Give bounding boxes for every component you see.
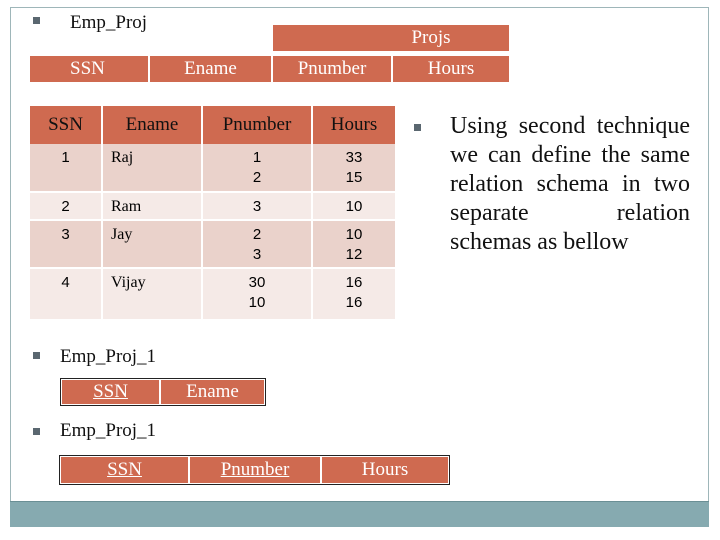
- cell-value: 2: [252, 169, 262, 186]
- cell-ssn: 3: [30, 220, 102, 268]
- emp-proj-field-hours: Hours: [393, 56, 509, 82]
- cell-ename: Ram: [102, 192, 202, 220]
- table-row: [30, 220, 396, 268]
- side-note-text: Using second technique we can define the same relation schema in two separate relation schemas as bellow: [450, 113, 690, 255]
- bullet-icon: [414, 124, 421, 131]
- cell-hours: [312, 144, 396, 192]
- column-header-pnumber: Pnumber: [202, 106, 312, 144]
- cell-ename: Jay: [102, 220, 202, 268]
- cell-pnumber: [202, 268, 312, 320]
- cell-value: 2: [252, 226, 262, 243]
- cell-value: 33: [345, 149, 363, 166]
- cell-value: 3: [252, 198, 262, 215]
- cell-value: 16: [345, 294, 363, 311]
- cell-value: 10: [248, 294, 266, 311]
- cell-value: 3: [252, 246, 262, 263]
- table-header-row: [30, 106, 396, 144]
- relation-2-field-hours: Hours: [322, 457, 448, 483]
- projs-group-header: Projs: [273, 25, 509, 51]
- cell-value: 10: [345, 226, 363, 243]
- cell-value: 10: [345, 198, 363, 215]
- table-row: [30, 192, 396, 220]
- bullet-icon: [33, 428, 40, 435]
- relation-1-field-ename: Ename: [161, 380, 264, 404]
- cell-ssn: 2: [30, 192, 102, 220]
- column-header-ename: Ename: [102, 106, 202, 144]
- emp-proj-field-pnumber: Pnumber: [273, 56, 391, 82]
- table-row: [30, 268, 396, 320]
- relation-title-emp-proj-1: Emp_Proj_1: [60, 346, 157, 367]
- cell-pnumber: [202, 144, 312, 192]
- cell-pnumber: [202, 220, 312, 268]
- cell-ssn: 1: [30, 144, 102, 192]
- relation-title-emp-proj: Emp_Proj: [70, 12, 148, 33]
- cell-pnumber: [202, 192, 312, 220]
- cell-value: 30: [248, 274, 266, 291]
- relation-2-field-pnumber: Pnumber: [190, 457, 320, 483]
- bullet-icon: [33, 17, 40, 24]
- emp-proj-field-ename: Ename: [150, 56, 271, 82]
- cell-hours: [312, 192, 396, 220]
- relation-title-emp-proj-2: Emp_Proj_1: [60, 420, 157, 441]
- table-row: [30, 144, 396, 192]
- cell-ename: Raj: [102, 144, 202, 192]
- cell-value: 16: [345, 274, 363, 291]
- relation-2-field-ssn: SSN: [61, 457, 188, 483]
- bullet-icon: [33, 352, 40, 359]
- cell-ssn: 4: [30, 268, 102, 320]
- emp-proj-table: [30, 106, 397, 321]
- footer-bar: [10, 501, 709, 527]
- cell-value: 1: [252, 149, 262, 166]
- column-header-ssn: SSN: [30, 106, 102, 144]
- cell-ename: Vijay: [102, 268, 202, 320]
- relation-1-field-ssn: SSN: [62, 380, 159, 404]
- emp-proj-field-ssn: SSN: [30, 56, 148, 82]
- cell-value: 12: [345, 246, 363, 263]
- cell-value: 15: [345, 169, 363, 186]
- column-header-hours: Hours: [312, 106, 396, 144]
- cell-hours: [312, 268, 396, 320]
- cell-hours: [312, 220, 396, 268]
